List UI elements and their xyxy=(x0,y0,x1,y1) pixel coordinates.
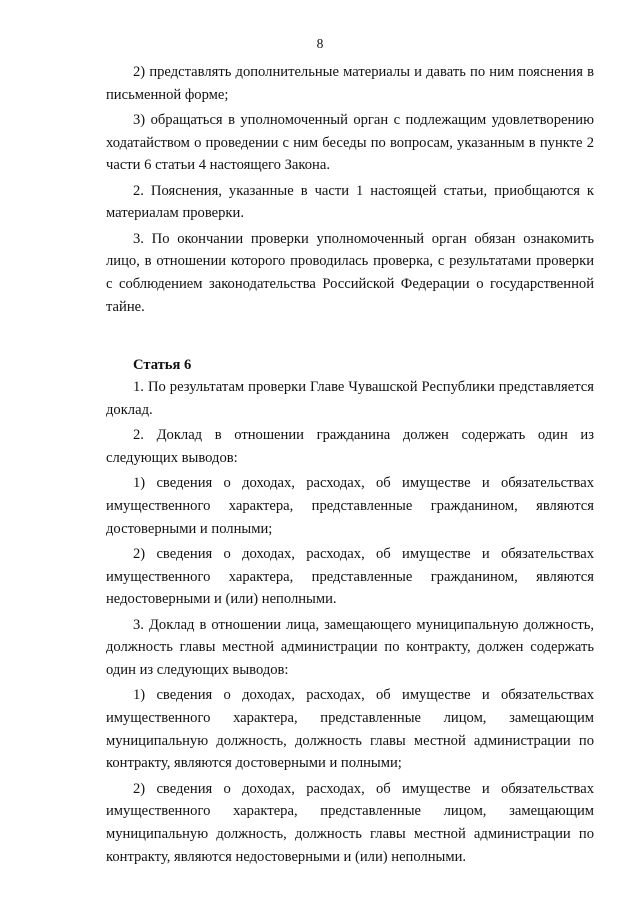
paragraph-citizen-conclusion-1: 1) сведения о доходах, расходах, об имуществе и обязательствах имущественного характера, представленные гражданином, являются достоверными и полными; xyxy=(106,475,594,537)
paragraph-citizen-report: 2. Доклад в отношении гражданина должен содержать один из следующих выводов: xyxy=(106,427,594,466)
page-number: 8 xyxy=(316,36,324,51)
paragraph-citizen-conclusion-2: 2) сведения о доходах, расходах, об имуществе и обязательствах имущественного характера, представленные гражданином, являются недостоверными и (или) неполными. xyxy=(106,545,594,608)
paragraph-explanations-attached: 2. Пояснения, указанные в части 1 настоящей статьи, приобщаются к материалам проверки. xyxy=(106,182,594,222)
article-heading: Статья 6 xyxy=(133,356,192,373)
document-body xyxy=(106,61,594,869)
paragraph-official-report: 3. Доклад в отношении лица, замещающего муниципальную должность, должность главы местной администрации по контракту, должен содержать один из следующих выводов: xyxy=(106,616,594,679)
paragraph-official-conclusion-1: 1) сведения о доходах, расходах, об имуществе и обязательствах имущественного характера, представленные лицом, замещающим муниципальную должность, должность главы местной администрации по контракту, являются достоверными и полными; xyxy=(106,687,594,772)
paragraph-familiarize-results: 3. По окончании проверки уполномоченный орган обязан ознакомить лицо, в отношении которого проводилась проверка, с результатами проверки с соблюдением законодательства Российской Федерации о государственной тайне. xyxy=(106,230,594,315)
paragraph-report-submitted: 1. По результатам проверки Главе Чувашской Республики представляется доклад. xyxy=(106,379,594,418)
paragraph-official-conclusion-2: 2) сведения о доходах, расходах, об имуществе и обязательствах имущественного характера, представленные лицом, замещающим муниципальную должность, должность главы местной администрации по контракту, являются недостоверными и (или) неполными. xyxy=(106,780,594,865)
paragraph-right-petition: 3) обращаться в уполномоченный орган с подлежащим удовлетворению ходатайством о проведении с ним беседы по вопросам, указанным в пункте 2 части 6 статьи 4 настоящего Закона. xyxy=(106,112,594,174)
paragraph-right-provide-materials: 2) представлять дополнительные материалы и давать по ним пояснения в письменной форме; xyxy=(106,64,594,103)
